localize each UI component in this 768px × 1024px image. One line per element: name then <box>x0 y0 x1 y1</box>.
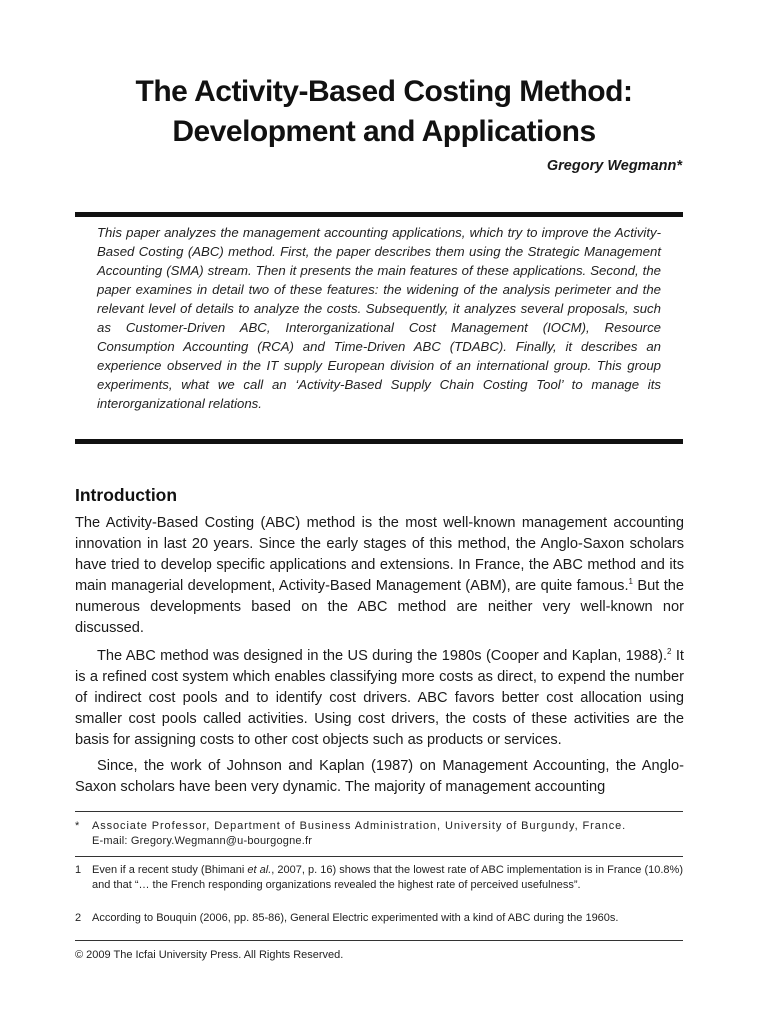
paragraph-3: Since, the work of Johnson and Kaplan (1987) on Management Accounting, the Anglo-Saxon scholars have been very dynamic. The majority of management accounting <box>75 758 684 795</box>
paragraph-2-tail: It is a refined cost system which enables classifying more costs as direct, to expend the number of indirect cost pools and to identify cost drivers. ABC favors better cost allocation using smaller cost pools called activities. Using cost drivers, the costs of these activities are the basis for assigning costs to other cost objects such as products or services. <box>75 648 684 748</box>
title-line-2: Development and Applications <box>172 115 596 149</box>
abstract-top-rule <box>75 212 683 217</box>
footnote-ref-1: 1 <box>628 577 633 587</box>
abstract-text: This paper analyzes the management accounting applications, which try to improve the Activity-Based Costing (ABC) method. First, the paper describes them using the Strategic Management Accounting (SMA) stream. Then it presents the main features of these applications. Second, the paper examines in detail two of these features: the widening of the analysis perimeter and the relevant level of details to analyze the costs. Subsequently, it analyzes several proposals, such as Customer-Driven ABC, Interorganizational Cost Management (IOCM), Resource Consumption Accounting (RCA) and Time-Driven ABC (TDABC). Finally, it describes an experience observed in the IT supply European division of an international group. This group experiments, what we call an ‘Activity-Based Supply Chain Costing Tool’ to manage its interorganizational relations. <box>97 225 661 411</box>
copyright-notice: © 2009 The Icfai University Press. All Rights Reserved. <box>75 949 344 961</box>
footnote-1-part-b: , 2007, p. 16) shows that the lowest rate of ABC implementation is in France (10.8%) and that “… the French responding organizations revealed the highest rate of perceived usefulness”. <box>92 864 683 891</box>
footnote-2 <box>75 911 683 926</box>
footnote-1-text <box>92 863 683 893</box>
copyright-separator <box>75 940 683 941</box>
paragraph-2 <box>75 646 684 751</box>
paper-title <box>60 72 708 152</box>
author-name: Gregory Wegmann* <box>546 158 682 174</box>
footnote-1-part-a: Even if a recent study (Bhimani <box>92 864 248 876</box>
footnote-separator-1 <box>75 811 683 812</box>
paragraph-1-tail: But the numerous developments based on the ABC method are neither very well-known nor discussed. <box>75 578 684 636</box>
author-footnote-mark: * <box>75 820 81 832</box>
footnote-2-mark: 2 <box>75 912 82 924</box>
paragraph-2-text: The ABC method was designed in the US during the 1980s (Cooper and Kaplan, 1988). <box>97 648 668 664</box>
section-heading: Introduction <box>75 485 178 505</box>
author-footnote <box>75 819 683 849</box>
author-affiliation: Associate Professor, Department of Business Administration, University of Burgundy, France. <box>92 820 627 832</box>
footnote-1 <box>75 863 683 893</box>
footnote-ref-2: 2 <box>667 647 672 657</box>
paragraph-1-text: The Activity-Based Costing (ABC) method is the most well-known management accounting innovation in last 20 years. Since the early stages of this method, the Anglo-Saxon scholars have tried to develop specific applications and extensions. In France, the ABC method and its main managerial development, Activity-Based Management (ABM), are quite famous. <box>75 515 684 594</box>
footnote-2-text: According to Bouquin (2006, pp. 85-86), General Electric experimented with a kind of ABC during the 1960s. <box>92 912 619 924</box>
footnote-1-mark: 1 <box>75 864 82 876</box>
paragraph-1 <box>75 513 684 639</box>
title-line-1: The Activity-Based Costing Method: <box>135 75 633 109</box>
footnote-1-italic: et al. <box>247 864 272 876</box>
abstract-bottom-rule <box>75 439 683 444</box>
footnote-separator-2 <box>75 856 683 857</box>
author-email: E-mail: Gregory.Wegmann@u-bourgogne.fr <box>92 835 313 847</box>
